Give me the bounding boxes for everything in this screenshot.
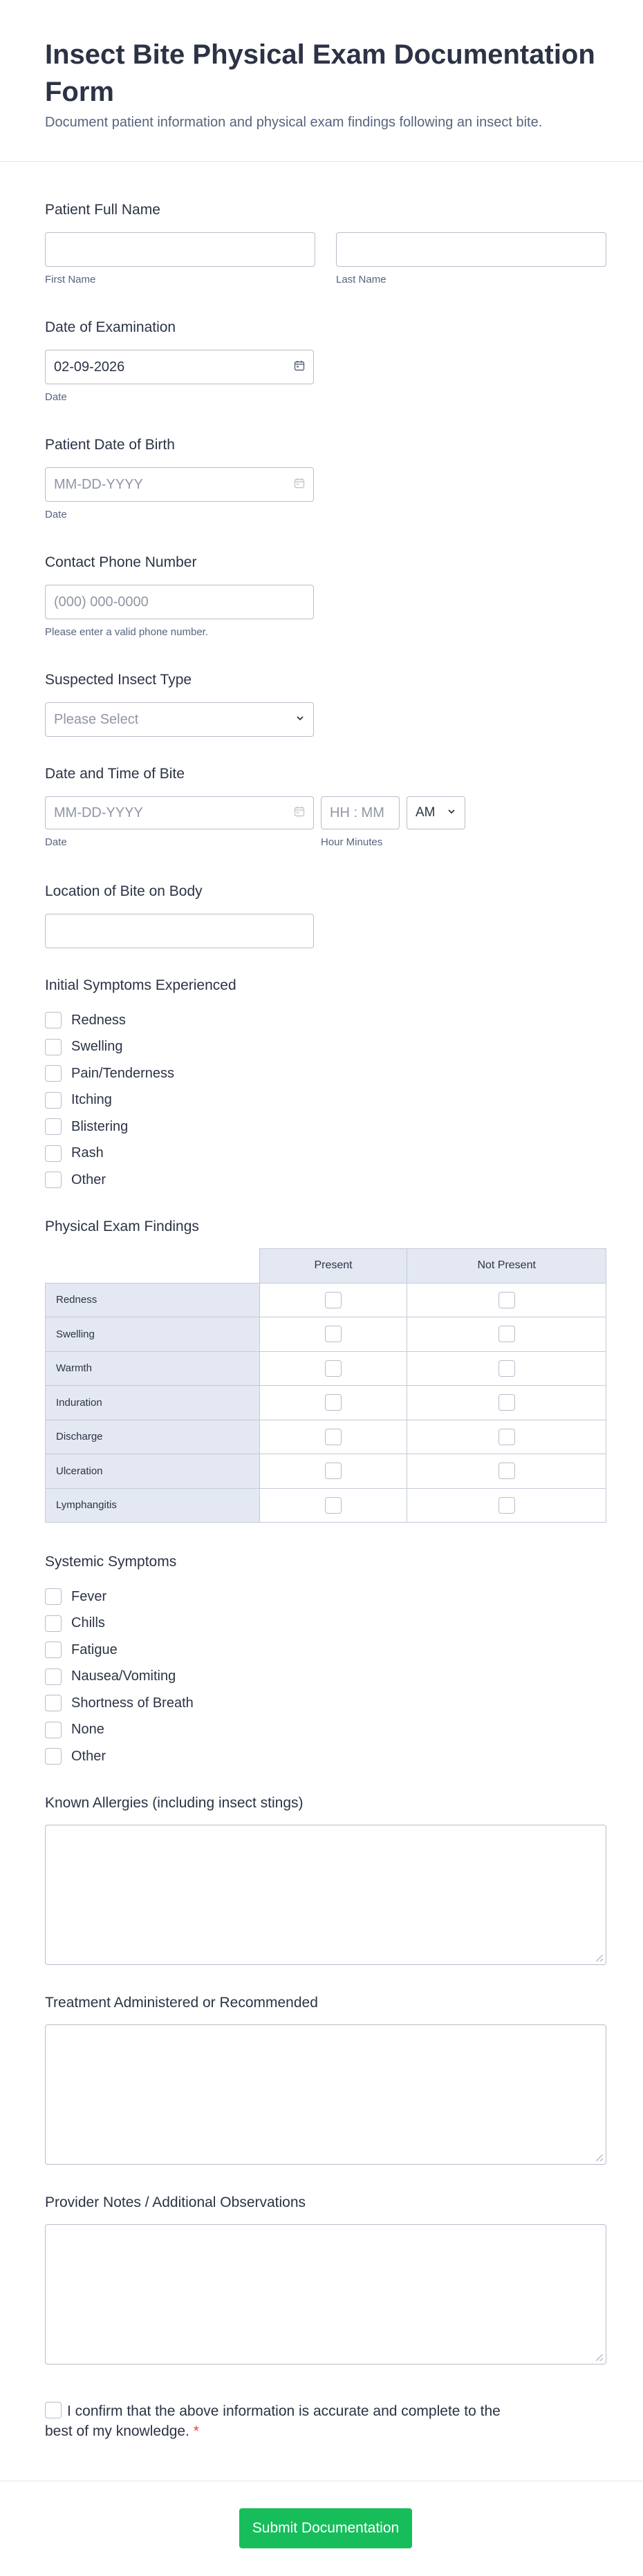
systemic-symptom-option[interactable] — [45, 1610, 194, 1637]
treatment-label: Treatment Administered or Recommended — [45, 1995, 318, 2011]
matrix-checkbox-not-present[interactable] — [498, 1292, 515, 1308]
matrix-row — [46, 1488, 606, 1523]
matrix-checkbox-not-present[interactable] — [498, 1360, 515, 1377]
calendar-icon[interactable] — [294, 360, 305, 375]
initial-symptom-option[interactable] — [45, 1167, 236, 1194]
matrix-cell-present — [259, 1488, 407, 1523]
exam-date-label: Date of Examination — [45, 319, 176, 335]
resize-grip[interactable] — [596, 1955, 603, 1962]
exam-date-field — [45, 319, 314, 403]
chevron-down-icon — [447, 807, 456, 820]
first-name-input[interactable] — [45, 232, 315, 267]
required-mark: * — [193, 2423, 199, 2439]
initial-symptom-option[interactable] — [45, 1034, 236, 1061]
matrix-cell-not-present — [407, 1420, 606, 1454]
matrix-cell-present — [259, 1283, 407, 1317]
matrix-row — [46, 1386, 606, 1420]
matrix-checkbox-present[interactable] — [325, 1394, 342, 1411]
bite-time-sublabel: Hour Minutes — [321, 836, 383, 848]
matrix-row — [46, 1454, 606, 1489]
initial-symptoms-field — [45, 977, 236, 1194]
patient-name-field — [45, 202, 606, 285]
phone-placeholder: (000) 000-0000 — [54, 594, 149, 610]
systemic-symptom-option-label: None — [71, 1722, 104, 1738]
notes-textarea[interactable] — [45, 2224, 606, 2365]
last-name-sublabel: Last Name — [336, 274, 386, 285]
bite-location-label: Location of Bite on Body — [45, 883, 203, 899]
ampm-value: AM — [416, 805, 436, 820]
systemic-symptom-checkbox[interactable] — [45, 1642, 62, 1658]
systemic-symptom-option[interactable] — [45, 1664, 194, 1691]
systemic-symptom-option-label: Fever — [71, 1588, 107, 1604]
exam-findings-field — [45, 1219, 606, 1523]
matrix-row — [46, 1420, 606, 1454]
systemic-symptom-option[interactable] — [45, 1583, 194, 1610]
bite-date-input[interactable] — [45, 796, 314, 829]
insect-type-field — [45, 672, 314, 737]
calendar-icon[interactable] — [294, 478, 305, 492]
matrix-cell-present — [259, 1351, 407, 1386]
resize-grip[interactable] — [596, 2354, 603, 2361]
initial-symptom-checkbox[interactable] — [45, 1118, 62, 1135]
matrix-cell-present — [259, 1420, 407, 1454]
systemic-symptom-checkbox[interactable] — [45, 1748, 62, 1765]
matrix-checkbox-present[interactable] — [325, 1360, 342, 1377]
systemic-symptom-checkbox[interactable] — [45, 1695, 62, 1711]
notes-field — [45, 2194, 606, 2365]
matrix-checkbox-present[interactable] — [325, 1497, 342, 1514]
treatment-textarea[interactable] — [45, 2024, 606, 2165]
systemic-symptom-option[interactable] — [45, 1743, 194, 1770]
allergies-field — [45, 1795, 606, 1965]
matrix-row-label: Redness — [46, 1283, 260, 1317]
matrix-row-label: Warmth — [46, 1351, 260, 1386]
matrix-row — [46, 1351, 606, 1386]
initial-symptom-option-label: Redness — [71, 1012, 126, 1028]
initial-symptom-option-label: Swelling — [71, 1039, 123, 1055]
treatment-field — [45, 1995, 606, 2165]
matrix-cell-not-present — [407, 1283, 606, 1317]
phone-input[interactable] — [45, 585, 314, 619]
exam-findings-label: Physical Exam Findings — [45, 1219, 199, 1234]
bite-location-field — [45, 883, 314, 948]
initial-symptoms-label: Initial Symptoms Experienced — [45, 977, 236, 993]
confirm-text: I confirm that the above information is accurate and complete to the best of my knowledge. — [45, 2403, 501, 2439]
matrix-row-label: Induration — [46, 1386, 260, 1420]
matrix-cell-present — [259, 1386, 407, 1420]
systemic-symptom-option-label: Fatigue — [71, 1642, 118, 1657]
systemic-symptom-option[interactable] — [45, 1717, 194, 1744]
exam-date-value: 02-09-2026 — [54, 359, 125, 375]
matrix-cell-not-present — [407, 1317, 606, 1352]
matrix-corner — [46, 1249, 260, 1284]
matrix-col-present: Present — [259, 1249, 407, 1284]
systemic-symptoms-field — [45, 1554, 194, 1770]
exam-date-sublabel: Date — [45, 391, 67, 403]
allergies-textarea[interactable] — [45, 1825, 606, 1965]
insect-type-select[interactable] — [45, 702, 314, 737]
systemic-symptom-checkbox[interactable] — [45, 1588, 62, 1605]
matrix-checkbox-not-present[interactable] — [498, 1394, 515, 1411]
matrix-cell-not-present — [407, 1351, 606, 1386]
initial-symptom-option[interactable] — [45, 1007, 236, 1034]
exam-date-input[interactable] — [45, 350, 314, 384]
matrix-row-label: Discharge — [46, 1420, 260, 1454]
matrix-cell-not-present — [407, 1386, 606, 1420]
initial-symptom-option-label: Itching — [71, 1092, 112, 1108]
initial-symptom-option-label: Rash — [71, 1145, 104, 1161]
confirm-checkbox[interactable] — [45, 2402, 62, 2418]
initial-symptom-checkbox[interactable] — [45, 1012, 62, 1028]
initial-symptom-option-label: Other — [71, 1172, 106, 1187]
initial-symptom-option-label: Pain/Tenderness — [71, 1065, 174, 1081]
initial-symptom-checkbox[interactable] — [45, 1065, 62, 1082]
patient-name-label: Patient Full Name — [45, 202, 160, 218]
initial-symptoms-list — [45, 1007, 236, 1194]
bite-datetime-field — [45, 766, 465, 848]
systemic-symptom-option-label: Other — [71, 1748, 106, 1764]
dob-placeholder: MM-DD-YYYY — [54, 476, 143, 492]
matrix-row — [46, 1317, 606, 1352]
systemic-symptom-option-label: Chills — [71, 1615, 105, 1631]
matrix-row-label: Ulceration — [46, 1454, 260, 1489]
initial-symptom-checkbox[interactable] — [45, 1145, 62, 1162]
initial-symptom-option[interactable] — [45, 1087, 236, 1114]
bite-date-placeholder: MM-DD-YYYY — [54, 805, 143, 820]
matrix-checkbox-not-present[interactable] — [498, 1429, 515, 1445]
chevron-down-icon — [295, 713, 305, 726]
systemic-symptoms-label: Systemic Symptoms — [45, 1554, 177, 1570]
systemic-symptom-checkbox[interactable] — [45, 1668, 62, 1685]
matrix-row-label: Lymphangitis — [46, 1488, 260, 1523]
matrix-checkbox-present[interactable] — [325, 1326, 342, 1342]
submit-button[interactable]: Submit Documentation — [239, 2508, 412, 2548]
initial-symptom-option[interactable] — [45, 1113, 236, 1140]
initial-symptom-option-label: Blistering — [71, 1118, 129, 1134]
bite-date-sublabel: Date — [45, 836, 67, 848]
matrix-checkbox-not-present[interactable] — [498, 1463, 515, 1479]
dob-sublabel: Date — [45, 509, 67, 520]
bite-datetime-label: Date and Time of Bite — [45, 766, 185, 782]
matrix-checkbox-not-present[interactable] — [498, 1326, 515, 1342]
form-header — [0, 0, 643, 162]
calendar-icon[interactable] — [294, 806, 305, 820]
initial-symptom-option[interactable] — [45, 1060, 236, 1087]
matrix-checkbox-present[interactable] — [325, 1463, 342, 1479]
initial-symptom-checkbox[interactable] — [45, 1172, 62, 1188]
matrix-row-label: Swelling — [46, 1317, 260, 1352]
insect-type-label: Suspected Insect Type — [45, 672, 192, 688]
page-subtitle: Document patient information and physical exam findings following an insect bite. — [45, 115, 543, 130]
initial-symptom-checkbox[interactable] — [45, 1092, 62, 1109]
systemic-symptom-checkbox[interactable] — [45, 1615, 62, 1632]
systemic-symptom-checkbox[interactable] — [45, 1722, 62, 1738]
first-name-sublabel: First Name — [45, 274, 96, 285]
matrix-cell-not-present — [407, 1454, 606, 1489]
matrix-checkbox-present[interactable] — [325, 1429, 342, 1445]
bite-time-input[interactable] — [321, 796, 400, 829]
notes-label: Provider Notes / Additional Observations — [45, 2194, 306, 2210]
matrix-row — [46, 1283, 606, 1317]
systemic-symptoms-list — [45, 1583, 194, 1770]
dob-label: Patient Date of Birth — [45, 437, 175, 453]
allergies-label: Known Allergies (including insect stings) — [45, 1795, 304, 1811]
insect-type-placeholder: Please Select — [54, 711, 139, 727]
bite-location-input[interactable] — [45, 914, 314, 948]
phone-field — [45, 554, 314, 638]
systemic-symptom-option-label: Nausea/Vomiting — [71, 1668, 176, 1684]
last-name-input[interactable] — [336, 232, 606, 267]
phone-label: Contact Phone Number — [45, 554, 197, 570]
dob-field — [45, 437, 314, 520]
initial-symptom-checkbox[interactable] — [45, 1039, 62, 1055]
dob-input[interactable] — [45, 467, 314, 502]
matrix-cell-present — [259, 1454, 407, 1489]
matrix-col-not-present: Not Present — [407, 1249, 606, 1284]
phone-sublabel: Please enter a valid phone number. — [45, 626, 208, 638]
resize-grip[interactable] — [596, 2154, 603, 2161]
exam-findings-matrix — [45, 1248, 606, 1523]
systemic-symptom-option[interactable] — [45, 1690, 194, 1717]
confirm-field — [45, 2401, 529, 2441]
page-title: Insect Bite Physical Exam Documentation Form — [45, 39, 595, 107]
matrix-checkbox-not-present[interactable] — [498, 1497, 515, 1514]
matrix-checkbox-present[interactable] — [325, 1292, 342, 1308]
initial-symptom-option[interactable] — [45, 1140, 236, 1167]
matrix-cell-not-present — [407, 1488, 606, 1523]
systemic-symptom-option[interactable] — [45, 1637, 194, 1664]
bite-time-placeholder: HH : MM — [330, 805, 384, 820]
systemic-symptom-option-label: Shortness of Breath — [71, 1695, 194, 1711]
ampm-select[interactable] — [407, 796, 465, 829]
matrix-cell-present — [259, 1317, 407, 1352]
